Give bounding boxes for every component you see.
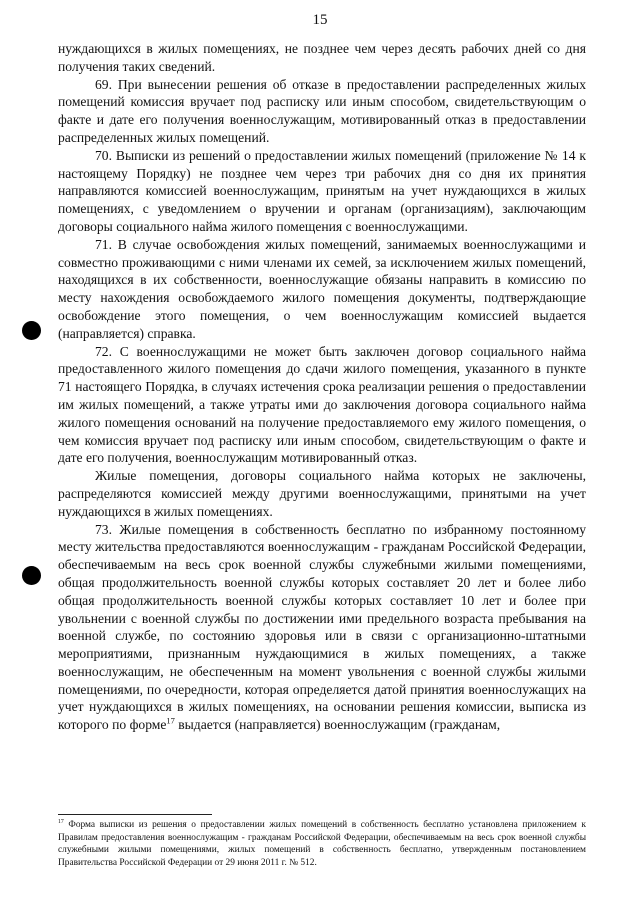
paragraph-73 [58,521,586,735]
paragraph-71: 71. В случае освобождения жилых помещений, занимаемых военнослужащими и совместно проживающими с ними членами их семей, за исключением жилых помещений, находящихся в их собственности, военнослужащие обязаны направить в комиссию по месту нахождения освобождаемого жилого помещения документы, подтверждающие освобождение этого помещения, о чем военнослужащим комиссией выдается (направляется) справка. [58,236,586,341]
footnote-marker: 17 [58,818,64,825]
paragraph-73-tail: выдается (направляется) военнослужащим (гражданам, [174,717,501,733]
paragraph-70: 70. Выписки из решений о предоставлении жилых помещений (приложение № 14 к настоящему Порядку) не позднее чем через три рабочих дня со дня их принятия направляются комиссией военнослужащим, принятым на учет нуждающихся в жилых помещениях, с уведомлением о вручении и органам (организациям), заключающим договоры социального найма жилого помещения с военнослужащими. [58,147,586,234]
punch-hole-icon [22,566,41,585]
page-number: 15 [312,12,328,28]
paragraph-69: 69. При вынесении решения об отказе в предоставлении распределенных жилых помещений комиссия вручает под расписку или иным способом, свидетельствующим о факте и дате его получения военнослужащим, мотивированный отказ в предоставлении распределенных жилых помещений. [58,76,586,145]
document-body [58,40,586,734]
punch-hole-icon [22,321,41,340]
footnote-divider [58,814,212,815]
paragraph-72-housing: Жилые помещения, договоры социального найма которых не заключены, распределяются комиссией между другими военнослужащими, принятыми на учет нуждающихся в жилых помещениях. [58,468,586,519]
paragraph-72: 72. С военнослужащими не может быть заключен договор социального найма предоставленного жилого помещения до сдачи жилого помещения, указанного в пункте 71 настоящего Порядка, в случаях истечения срока реализации решения о предоставлении им жилых помещений, а также утраты ими до заключения договора социального найма жилого помещения оснований на получение предоставляемого ему жилого помещения, о чем комиссия вручает под расписку или иным способом, свидетельствующим о факте и дате его получения, военнослужащим мотивированный отказ. [58,343,586,466]
footnote-text: Форма выписки из решения о предоставлении жилых помещений в собственность бесплатно установлена приложением к Правилам предоставления военнослужащим - гражданам Российской Федерации, обеспечиваемым на весь срок военной службы служебными жилыми помещениями, жилых помещений в собственность бесплатно, утвержденным постановлением Правительства Российской Федерации от 29 июня 2011 г. № 512. [58,820,586,868]
footnote-reference[interactable]: 17 [166,715,175,726]
paragraph-73-text: 73. Жилые помещения в собственность бесплатно по избранному постоянному месту жительства предоставляются военнослужащим - гражданам Российской Федерации, обеспечиваемым на весь срок военной службы служебными жилыми помещениями, общая продолжительность военной службы которых составляет 20 лет и более либо общая продолжительность военной службы которых составляет 10 лет и более при увольнении с военной службы по достижении ими предельного возраста пребывания на военной службе, по состоянию здоровья или в связи с организационно-штатными мероприятиями, признанным нуждающимися в жилых помещениях, а также военнослужащим, не обеспеченным на момент увольнения с военной службы жилыми помещениями, по очередности, которая определяется датой принятия военнослужащих на учет нуждающихся в жилых помещениях, на основании решения комиссии, выписка из которого по форме [58,521,586,733]
paragraph-continuation: нуждающихся в жилых помещениях, не позднее чем через десять рабочих дней со дня получения таких сведений. [58,41,586,74]
footnote [58,819,586,869]
